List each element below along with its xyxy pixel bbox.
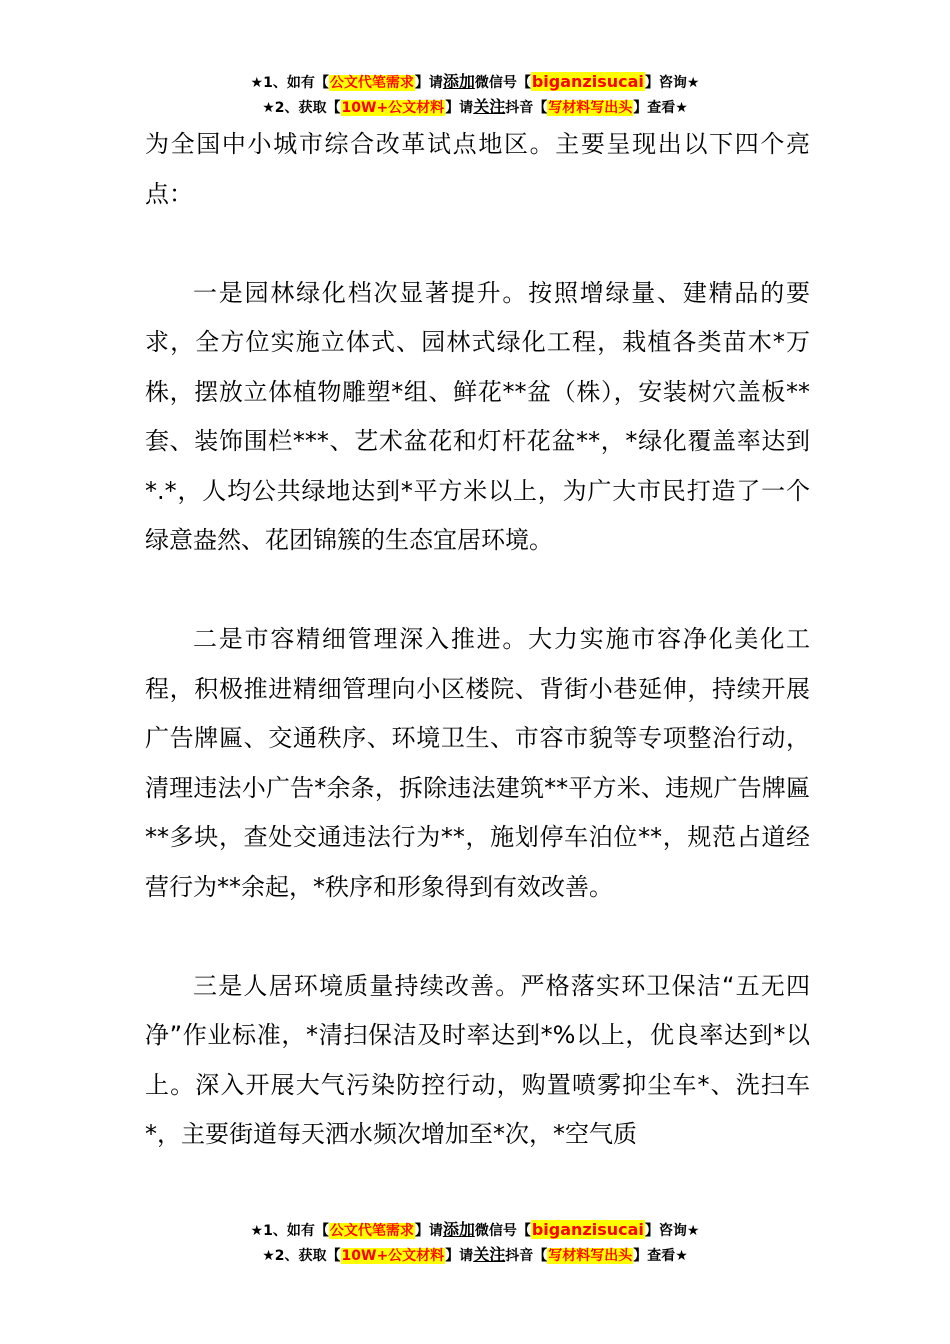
paragraph-city-management: 二是市容精细管理深入推进。大力实施市容净化美化工程，积极推进精细管理向小区楼院、背街小巷延伸，持续开展广告牌匾、交通秩序、环境卫生、市容市貌等专项整治行动，清理违法小广告*余条，拆除违法建筑**平方米、违规广告牌匾**多块，查处交通违法行为**，施划停车泊位**，规范占道经营行为**余起，*秩序和形象得到有效改善。	[145, 625, 810, 901]
highlight-douyin-id: 写材料写出头	[548, 100, 633, 116]
highlight-douyin-id: 写材料写出头	[548, 1248, 633, 1264]
banner-line-2: ★2、获取【10W+公文材料】请关注抖音【写材料写出头】查看★	[262, 97, 688, 116]
banner-line-2: ★2、获取【10W+公文材料】请关注抖音【写材料写出头】查看★	[262, 1245, 688, 1264]
highlight-writing-service: 公文代笔需求	[329, 75, 414, 91]
star-icon: ★	[250, 75, 264, 91]
highlight-materials: 10W+公文材料	[341, 1248, 445, 1264]
banner-line-1: ★1、如有【公文代笔需求】请添加微信号【biganzisucai】咨询★	[250, 72, 700, 91]
highlight-wechat-id: biganzisucai	[531, 72, 644, 91]
document-body	[145, 120, 810, 1160]
underlined-add: 添加	[442, 72, 475, 91]
banner-line-1: ★1、如有【公文代笔需求】请添加微信号【biganzisucai】咨询★	[250, 1220, 700, 1239]
footer-banner	[0, 1218, 950, 1268]
star-icon: ★	[250, 1223, 264, 1239]
highlight-materials: 10W+公文材料	[341, 100, 445, 116]
star-icon: ★	[262, 1248, 275, 1264]
paragraph-greening: 一是园林绿化档次显著提升。按照增绿量、建精品的要求，全方位实施立体式、园林式绿化工程，栽植各类苗木*万株，摆放立体植物雕塑*组、鲜花**盆（株），安装树穴盖板**套、装饰围栏***、艺术盆花和灯杆花盆**，*绿化覆盖率达到*.*，人均公共绿地达到*平方米以上，为广大市民打造了一个绿意盎然、花团锦簇的生态宜居环境。	[145, 278, 810, 554]
highlight-writing-service: 公文代笔需求	[329, 1223, 414, 1239]
paragraph-living-environment: 三是人居环境质量持续改善。严格落实环卫保洁“五无四净”作业标准，*清扫保洁及时率达到*%以上，优良率达到*以上。深入开展大气污染防控行动，购置喷雾抑尘车*、洗扫车*，主要街道每天洒水频次增加至*次，*空气质	[145, 971, 810, 1148]
highlight-wechat-id: biganzisucai	[531, 1220, 644, 1239]
underlined-follow: 关注	[473, 97, 506, 116]
paragraph-intro-continuation: 为全国中小城市综合改革试点地区。主要呈现出以下四个亮点：	[145, 130, 810, 208]
header-banner	[0, 70, 950, 120]
underlined-add: 添加	[442, 1220, 475, 1239]
star-icon: ★	[262, 100, 275, 116]
underlined-follow: 关注	[473, 1245, 506, 1264]
